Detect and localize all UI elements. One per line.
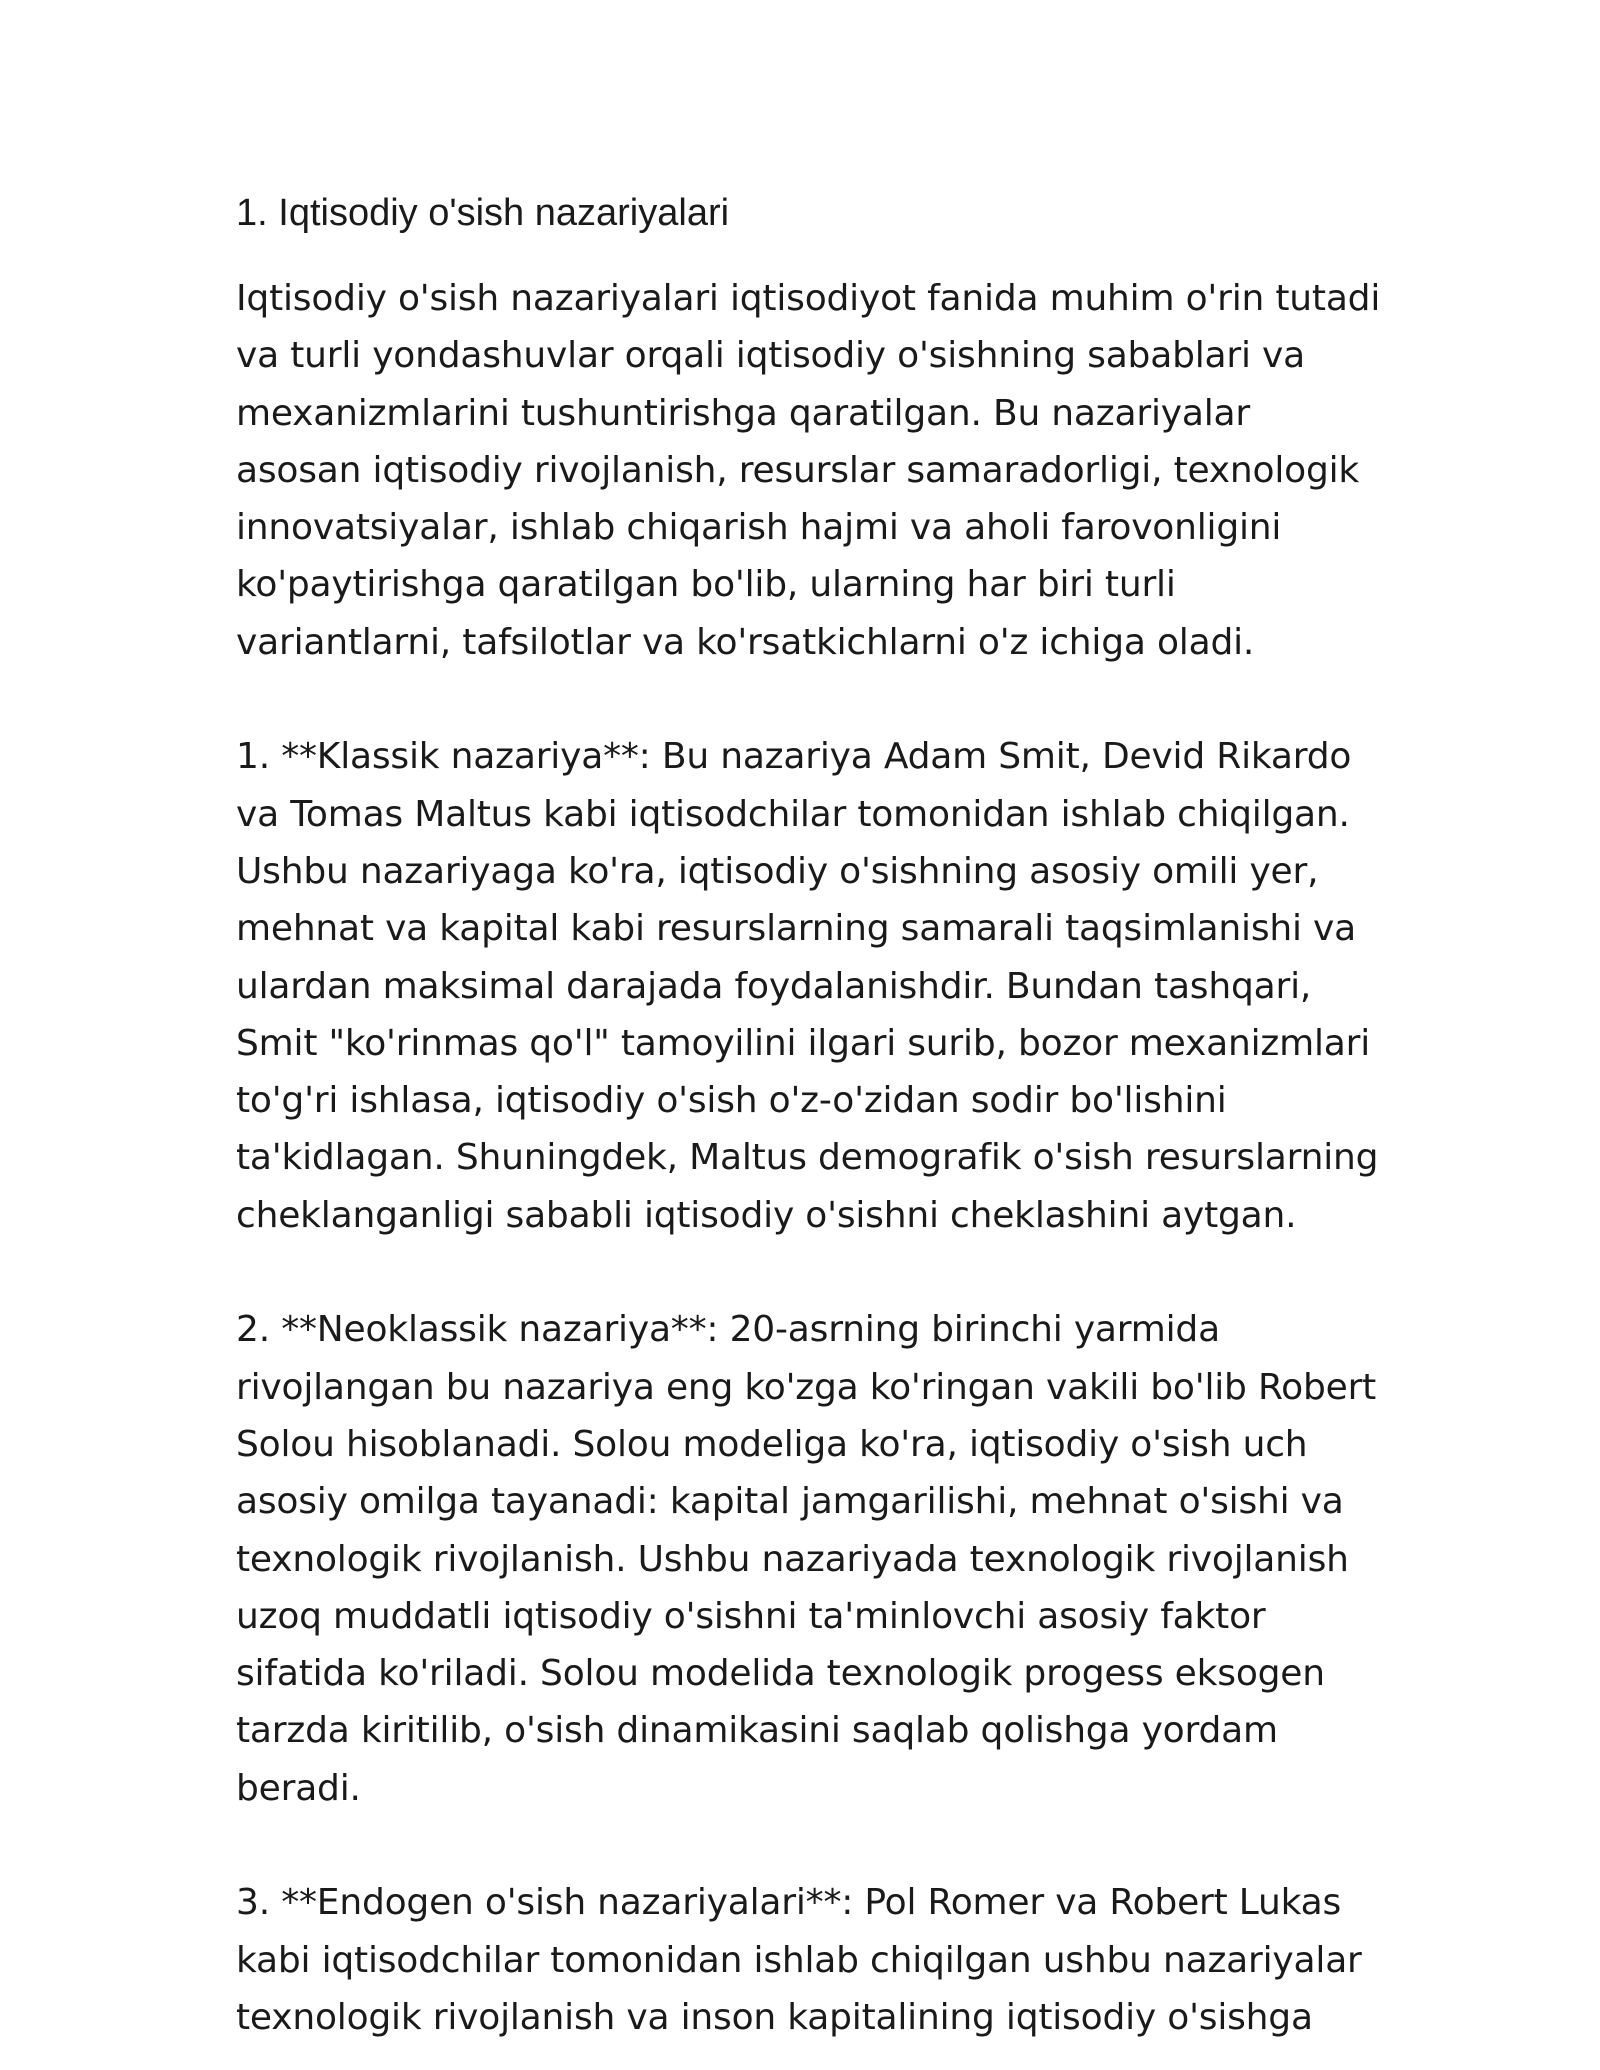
body-text xyxy=(236,270,1386,2046)
intro-paragraph: Iqtisodiy o'sish nazariyalari iqtisodiyot fanida muhim o'rin tutadi va turli yondashuvlar orqali iqtisodiy o'sishning sabablari va mexanizmlarini tushuntirishga qaratilgan. Bu nazariyalar asosan iqtisodiy rivojlanish, resurslar samaradorligi, texnologik innovatsiyalar, ishlab chiqarish hajmi va aholi farovonligini ko'paytirishga qaratilgan bo'lib, ularning har biri turli variantlarni, tafsilotlar va ko'rsatkichlarni o'z ichiga oladi. xyxy=(236,278,1381,663)
classical-theory-paragraph: 1. **Klassik nazariya**: Bu nazariya Adam Smit, Devid Rikardo va Tomas Maltus kabi iqtisodchilar tomonidan ishlab chiqilgan. Ushbu nazariyaga ko'ra, iqtisodiy o'sishning asosiy omili yer, mehnat va kapital kabi resurslarning samarali taqsimlanishi va ulardan maksimal darajada foydalanishdir. Bundan tashqari, Smit "ko'rinmas qo'l" tamoyilini ilgari surib, bozor mexanizmlari to'g'ri ishlasa, iqtisodiy o'sish o'z-o'zidan sodir bo'lishini ta'kidlagan. Shuningdek, Maltus demografik o'sish resurslarning cheklanganligi sababli iqtisodiy o'sishni cheklashini aytgan. xyxy=(236,736,1379,1236)
section-number: 1. xyxy=(236,192,268,234)
endogenous-growth-paragraph: 3. **Endogen o'sish nazariyalari**: Pol Romer va Robert Lukas kabi iqtisodchilar tomonidan ishlab chiqilgan ushbu nazariyalar texnologik rivojlanish va inson kapitalining iqtisodiy o'sishga xyxy=(236,1882,1362,2038)
neoclassical-theory-paragraph: 2. **Neoklassik nazariya**: 20-asrning birinchi yarmida rivojlangan bu nazariya eng ko'zga ko'ringan vakili bo'lib Robert Solou hisoblanadi. Solou modeliga ko'ra, iqtisodiy o'sish uch asosiy omilga tayanadi: kapital jamgarilishi, mehnat o'sishi va texnologik rivojlanish. Ushbu nazariyada texnologik rivojlanish uzoq muddatli iqtisodiy o'sishni ta'minlovchi asosiy faktor sifatida ko'riladi. Solou modelida texnologik progess eksogen tarzda kiritilib, o'sish dinamikasini saqlab qolishga yordam beradi. xyxy=(236,1309,1377,1809)
section-title: Iqtisodiy o'sish nazariyalari xyxy=(278,192,730,234)
section-heading xyxy=(236,188,729,238)
